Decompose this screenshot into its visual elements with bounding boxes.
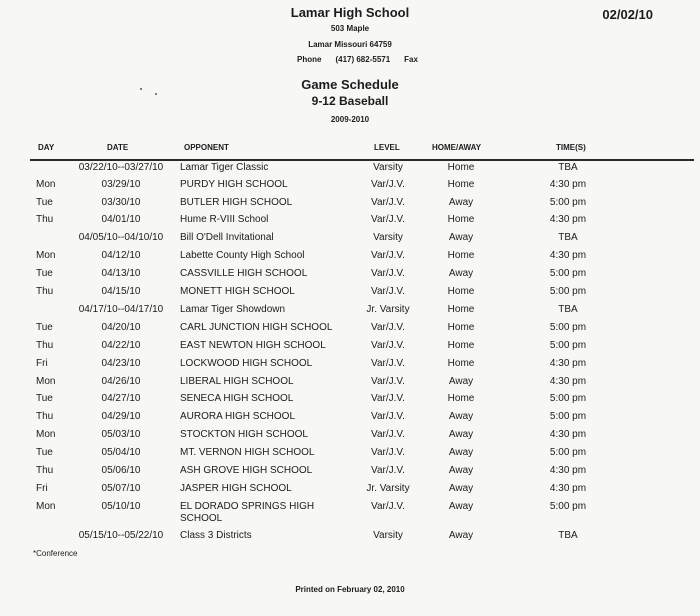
school-city: Lamar Missouri 64759 [308,40,392,49]
cell-level: Varsity [373,232,403,243]
cell-level: Varsity [373,162,403,173]
cell-time: TBA [558,304,578,315]
cell-day: Fri [36,483,48,494]
cell-level: Var/J.V. [371,376,405,387]
cell-opponent: MT. VERNON HIGH SCHOOL [180,447,315,458]
cell-time: 5:00 pm [549,286,587,297]
cell-day: Thu [36,286,54,297]
scan-speck [140,88,142,90]
cell-home-away: Away [448,447,474,458]
cell-time: 5:00 pm [549,322,587,333]
cell-level: Var/J.V. [371,268,405,279]
cell-home-away: Away [448,483,474,494]
cell-home-away: Home [447,162,475,173]
cell-date: 03/22/10--03/27/10 [78,162,164,173]
cell-day: Tue [36,322,53,333]
fax-label: Fax [404,55,418,64]
cell-level: Var/J.V. [371,465,405,476]
cell-day: Tue [36,197,53,208]
cell-date: 04/23/10 [101,358,141,369]
cell-level: Var/J.V. [371,179,405,190]
cell-day: Fri [36,358,48,369]
cell-level: Var/J.V. [371,340,405,351]
cell-home-away: Home [447,393,475,404]
cell-opponent: Labette County High School [180,250,305,261]
season-year: 2009-2010 [330,115,370,124]
cell-time: 5:00 pm [549,197,587,208]
cell-level: Var/J.V. [371,501,405,512]
cell-time: 4:30 pm [549,376,587,387]
cell-date: 04/26/10 [101,376,141,387]
cell-opponent: PURDY HIGH SCHOOL [180,179,288,190]
cell-home-away: Away [448,411,474,422]
cell-opponent: STOCKTON HIGH SCHOOL [180,429,308,440]
cell-home-away: Away [448,530,474,541]
cell-date: 04/15/10 [101,286,141,297]
cell-home-away: Away [448,376,474,387]
cell-home-away: Home [447,358,475,369]
cell-date: 04/27/10 [101,393,141,404]
cell-home-away: Home [447,250,475,261]
cell-time: 4:30 pm [549,429,587,440]
cell-level: Jr. Varsity [366,483,410,494]
cell-level: Var/J.V. [371,447,405,458]
cell-time: 5:00 pm [549,268,587,279]
printed-date: Printed on February 02, 2010 [295,585,405,594]
cell-opponent: Lamar Tiger Classic [180,162,269,173]
cell-date: 04/13/10 [101,268,141,279]
cell-opponent: Hume R-VIII School [180,214,269,225]
column-header-date: DATE [107,143,129,152]
school-address: 503 Maple [330,24,370,33]
cell-opponent: Bill O'Dell Invitational [180,232,274,243]
school-name: Lamar High School [290,5,410,20]
cell-time: 4:30 pm [549,179,587,190]
page-title: Game Schedule [301,77,399,92]
cell-opponent: MONETT HIGH SCHOOL [180,286,295,297]
column-header-day: DAY [38,143,55,152]
cell-date: 05/10/10 [101,501,141,512]
cell-home-away: Home [447,286,475,297]
cell-day: Tue [36,268,53,279]
cell-time: 5:00 pm [549,411,587,422]
cell-date: 04/29/10 [101,411,141,422]
cell-opponent: BUTLER HIGH SCHOOL [180,197,293,208]
cell-opponent: CARL JUNCTION HIGH SCHOOL [180,322,333,333]
cell-day: Thu [36,411,54,422]
scan-speck [155,93,157,95]
cell-level: Jr. Varsity [366,304,410,315]
cell-opponent: Lamar Tiger Showdown [180,304,286,315]
cell-home-away: Away [448,268,474,279]
cell-opponent: CASSVILLE HIGH SCHOOL [180,268,308,279]
cell-date: 05/04/10 [101,447,141,458]
cell-time: 4:30 pm [549,250,587,261]
cell-date: 05/03/10 [101,429,141,440]
cell-time: TBA [558,162,578,173]
header-rule [30,159,694,161]
cell-home-away: Away [448,501,474,512]
cell-day: Mon [36,179,56,190]
cell-home-away: Home [447,179,475,190]
print-date: 02/02/10 [602,7,653,22]
cell-day: Thu [36,465,54,476]
cell-opponent: LIBERAL HIGH SCHOOL [180,376,294,387]
phone-number: (417) 682-5571 [335,55,391,64]
cell-opponent: EL DORADO SPRINGS HIGH [180,501,315,512]
cell-level: Var/J.V. [371,322,405,333]
page-subtitle: 9-12 Baseball [311,94,389,108]
column-header-time: TIME(S) [556,143,586,152]
cell-opponent: AURORA HIGH SCHOOL [180,411,296,422]
cell-home-away: Away [448,197,474,208]
cell-date: 05/15/10--05/22/10 [78,530,164,541]
cell-level: Var/J.V. [371,197,405,208]
cell-day: Mon [36,250,56,261]
cell-level: Var/J.V. [371,429,405,440]
cell-time: 5:00 pm [549,340,587,351]
cell-home-away: Home [447,304,475,315]
cell-time: 4:30 pm [549,483,587,494]
cell-level: Var/J.V. [371,286,405,297]
cell-date: 04/05/10--04/10/10 [78,232,164,243]
cell-time: 5:00 pm [549,501,587,512]
column-header-level: LEVEL [374,143,400,152]
cell-date: 05/07/10 [101,483,141,494]
cell-level: Var/J.V. [371,393,405,404]
cell-opponent: EAST NEWTON HIGH SCHOOL [180,340,326,351]
cell-opponent: Class 3 Districts [180,530,252,541]
footnote: *Conference [33,549,78,558]
cell-time: 5:00 pm [549,447,587,458]
column-header-opponent: OPPONENT [184,143,229,152]
column-header-home-away: HOME/AWAY [432,143,482,152]
cell-level: Var/J.V. [371,214,405,225]
cell-day: Tue [36,393,53,404]
cell-time: 5:00 pm [549,393,587,404]
cell-home-away: Home [447,340,475,351]
cell-date: 03/29/10 [101,179,141,190]
cell-opponent: SENECA HIGH SCHOOL [180,393,294,404]
cell-opponent: ASH GROVE HIGH SCHOOL [180,465,313,476]
cell-day: Tue [36,447,53,458]
cell-time: 4:30 pm [549,465,587,476]
cell-date: 04/20/10 [101,322,141,333]
cell-date: 04/01/10 [101,214,141,225]
cell-opponent-continued: SCHOOL [180,513,223,524]
cell-opponent: LOCKWOOD HIGH SCHOOL [180,358,313,369]
cell-home-away: Away [448,465,474,476]
cell-day: Mon [36,376,56,387]
cell-home-away: Home [447,322,475,333]
cell-level: Varsity [373,530,403,541]
cell-level: Var/J.V. [371,411,405,422]
cell-level: Var/J.V. [371,358,405,369]
cell-date: 04/12/10 [101,250,141,261]
cell-time: 4:30 pm [549,358,587,369]
cell-date: 04/22/10 [101,340,141,351]
cell-time: TBA [558,530,578,541]
cell-day: Mon [36,501,56,512]
cell-day: Mon [36,429,56,440]
cell-date: 04/17/10--04/17/10 [78,304,164,315]
cell-time: 4:30 pm [549,214,587,225]
cell-time: TBA [558,232,578,243]
cell-home-away: Away [448,429,474,440]
cell-day: Thu [36,340,54,351]
cell-day: Thu [36,214,54,225]
cell-date: 05/06/10 [101,465,141,476]
phone-label: Phone [297,55,322,64]
cell-level: Var/J.V. [371,250,405,261]
cell-opponent: JASPER HIGH SCHOOL [180,483,292,494]
phone-line [297,55,432,64]
cell-home-away: Away [448,232,474,243]
cell-date: 03/30/10 [101,197,141,208]
cell-home-away: Home [447,214,475,225]
